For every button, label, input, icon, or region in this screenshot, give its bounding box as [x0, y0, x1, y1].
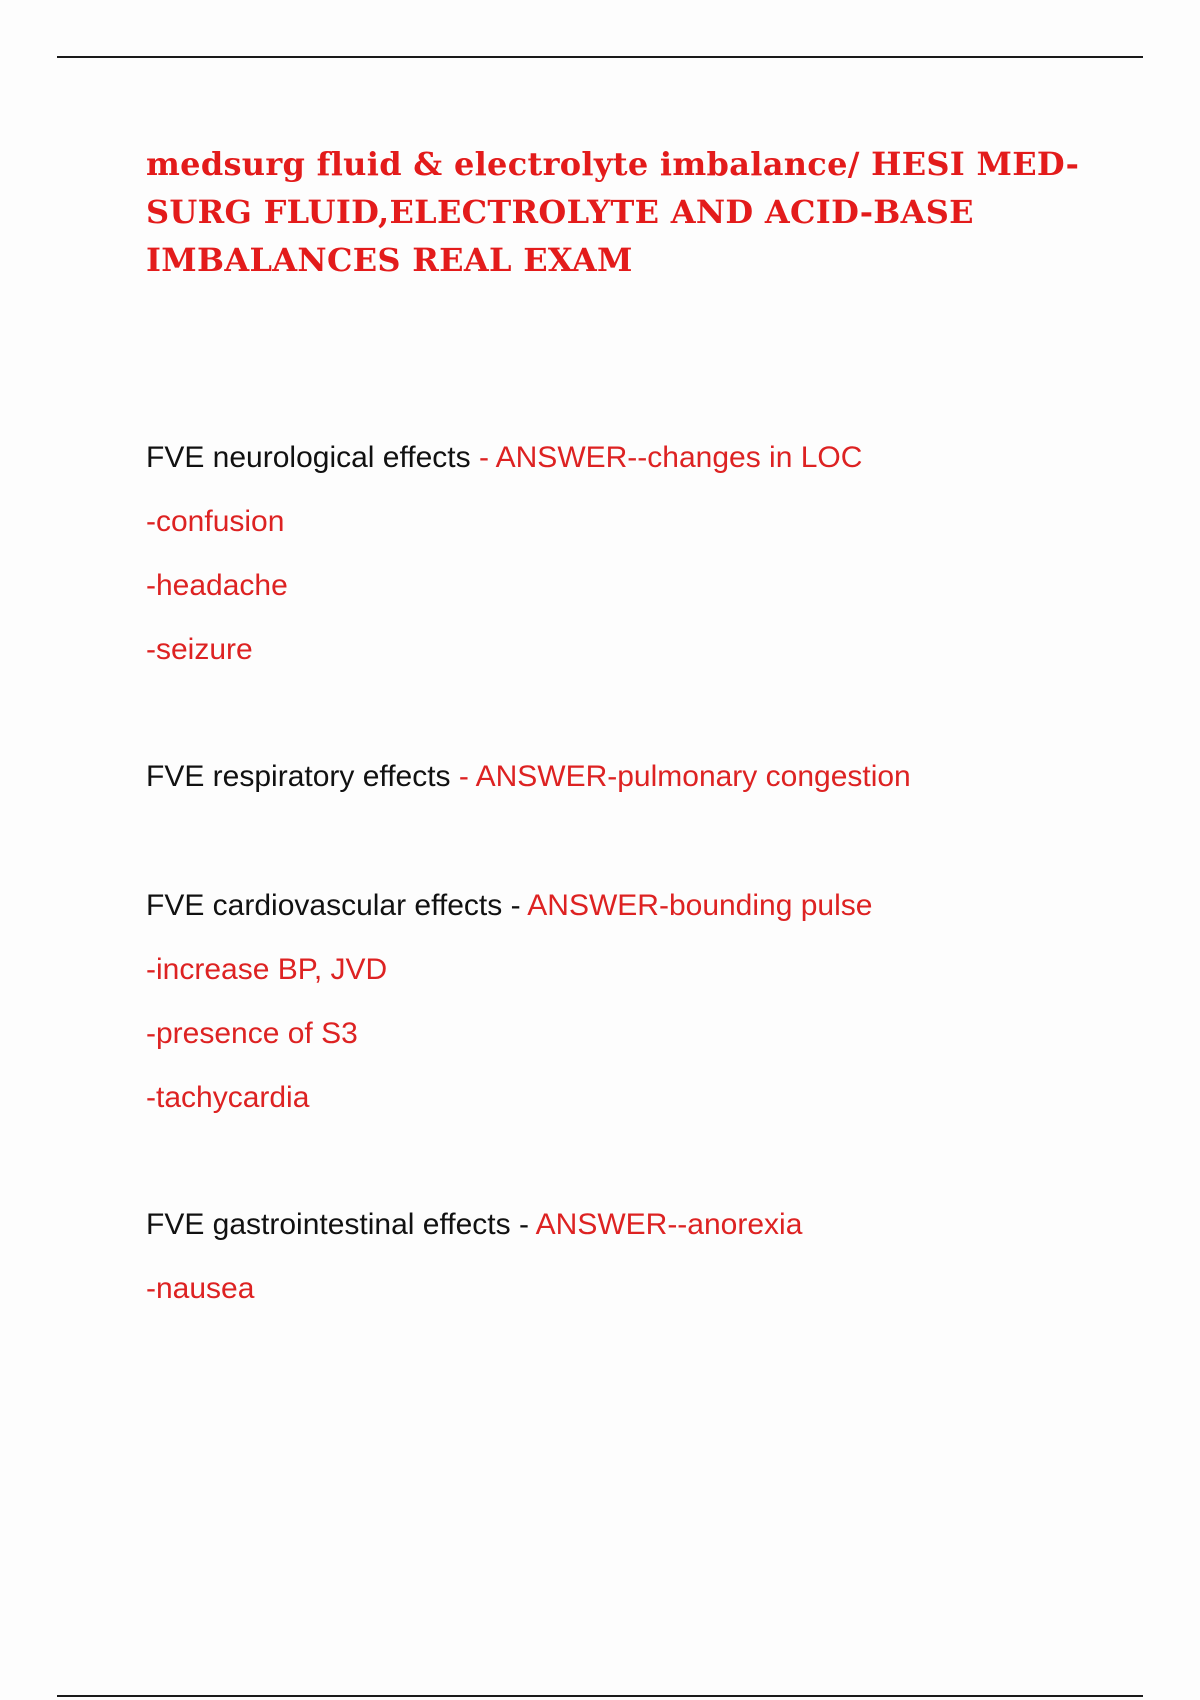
answer-line: -presence of S3	[146, 1017, 358, 1050]
answer-line: -headache	[146, 569, 288, 602]
question-text: FVE respiratory effects	[146, 760, 451, 793]
bottom-rule	[57, 1695, 1143, 1697]
answer-text: - ANSWER-pulmonary congestion	[450, 760, 911, 793]
answer-text: ANSWER--anorexia	[535, 1208, 803, 1241]
answer-text: - ANSWER--changes in LOC	[470, 441, 863, 474]
answer-line: -increase BP, JVD	[146, 953, 388, 986]
qa-item-respiratory	[146, 745, 1146, 809]
answer-line: -confusion	[146, 505, 285, 538]
qa-question-line	[146, 1193, 1146, 1257]
qa-item-gastrointestinal	[146, 1193, 1146, 1321]
answer-line: -nausea	[146, 1272, 255, 1305]
question-text: FVE gastrointestinal effects -	[146, 1208, 536, 1241]
qa-question-line	[146, 874, 1146, 938]
qa-item-neurological	[146, 426, 1146, 682]
qa-question-line	[146, 426, 1146, 490]
answer-line: -tachycardia	[146, 1081, 310, 1114]
qa-item-cardiovascular	[146, 874, 1146, 1130]
top-rule	[57, 56, 1143, 58]
question-text: FVE neurological effects	[146, 441, 471, 474]
document-title: medsurg fluid & electrolyte imbalance/ HESI MED-SURG FLUID,ELECTROLYTE AND ACID-BASE IMBALANCES REAL EXAM	[146, 145, 1080, 279]
question-text: FVE cardiovascular effects -	[146, 889, 528, 922]
answer-line: -seizure	[146, 633, 253, 666]
answer-text: ANSWER-bounding pulse	[527, 889, 873, 922]
qa-question-line	[146, 745, 1146, 809]
